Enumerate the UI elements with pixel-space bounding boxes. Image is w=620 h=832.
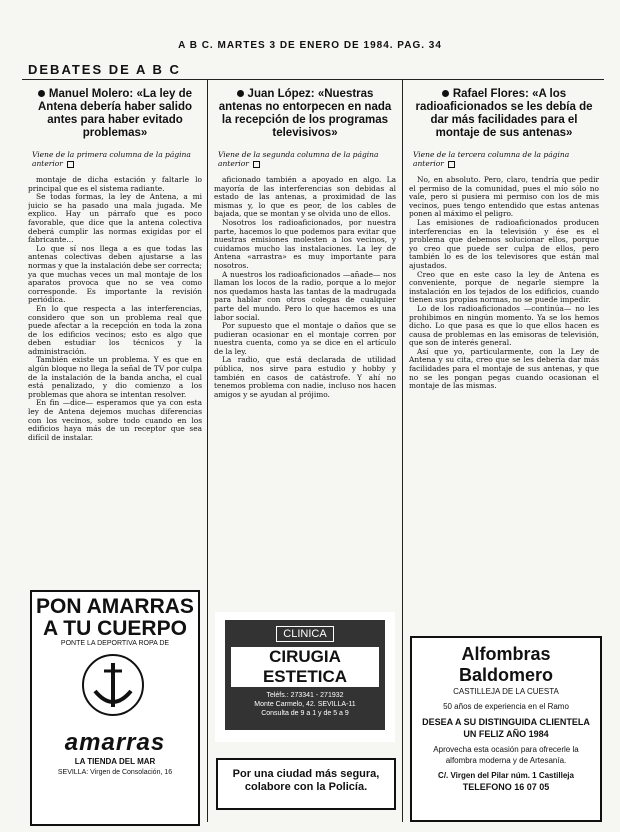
article-caption: Viene de la tercera columna de la página anterior xyxy=(413,150,570,168)
ad-title: PON AMARRAS A TU CUERPO xyxy=(36,595,194,640)
ad-subtitle: PONTE LA DEPORTIVA ROPA DE xyxy=(60,640,170,647)
article-caption: Viene de la primera columna de la página anterior xyxy=(32,150,191,168)
paragraph: montaje de dicha estación y faltarle lo principal que es el sistema radiante. xyxy=(28,175,202,193)
page-header: A B C. MARTES 3 DE ENERO DE 1984. PAG. 34 xyxy=(178,40,442,51)
paragraph: Por supuesto que el montaje o daños que se pudieran ocasionar en el montaje corren por nuestra cuenta, como ya se dice en el artículo de la ley. xyxy=(214,321,396,356)
ad-brand: amarras xyxy=(64,729,166,756)
paragraph: También existe un problema. Y es que en algún bloque no llega la señal de TV por culpa de la instalación de la banda ancha, el cual está penalizado, y dio comienzo a los problemas que ahora se intentan resolver. xyxy=(28,355,202,399)
article-headline: Manuel Molero: «La ley de Antena debería haber salido antes para haber evitado problemas» xyxy=(37,88,193,139)
article-flores xyxy=(409,88,599,623)
article-molero xyxy=(28,88,202,578)
ad-wish: DESEA A SU DISTINGUIDA CLIENTELA UN FELIZ AÑO 1984 xyxy=(422,717,590,739)
article-headline: Rafael Flores: «A los radioaficionados se les debía de dar más facilidades para el montaje de sus antenas» xyxy=(415,88,593,139)
paragraph: Nosotros los radioaficionados, por nuestra parte, hacemos lo que podemos para evitar que nuestras emisiones molesten a los vecinos, y cuidamos mucho las instalaciones. La ley de Antena «arrastra» es muy importante para nosotros. xyxy=(214,217,396,270)
ad-label: CLINICA xyxy=(276,626,333,642)
paragraph: Lo de los radioaficionados —continúa— no les prohibimos en ningún momento. Ya se los hemos dicho. Lo que pasa es que lo que ellos hacen es causa de problemas en las emisoras de televisión, que son de interés general. xyxy=(409,303,599,348)
paragraph: A nuestros los radioaficionados —añade— nos llaman los locos de la radio, porque a lo mejor nos quedamos hasta las tantas de la madrugada para hablar con otros colegas de cualquier parte del mundo. Pero lo que hacemos es una labor social. xyxy=(214,269,396,322)
column-divider-1 xyxy=(207,80,208,822)
article-caption: Viene de la segunda columna de la página anterior xyxy=(218,150,379,168)
ad-tagline: LA TIENDA DEL MAR xyxy=(74,757,156,766)
ad-clinica-box xyxy=(225,620,385,730)
anchor-icon xyxy=(32,647,194,725)
top-rule xyxy=(22,79,604,80)
ad-hours: Consulta de 9 a 1 y de 5 a 9 xyxy=(261,710,349,717)
ad-address: Monte Carmelo, 42. SEVILLA-11 xyxy=(254,701,356,708)
ad-place: CASTILLEJA DE LA CUESTA xyxy=(453,687,559,696)
bullet-icon xyxy=(38,90,45,97)
square-icon xyxy=(448,161,455,168)
ad-years: 50 años de experiencia en el Ramo xyxy=(443,702,569,711)
ad-phone: Teléfs.: 273341 - 271932 xyxy=(266,692,344,699)
bullet-icon xyxy=(237,90,244,97)
paragraph: La radio, que está declarada de utilidad pública, nos sirve para estudio y hobby y también en casos de catástrofe. Y ahí no tenemos problema con nadie, incluso nos hacen amigos y se ayudan al prójimo. xyxy=(214,355,396,399)
ad-policia xyxy=(216,758,396,810)
article-lopez xyxy=(214,88,396,608)
bullet-icon xyxy=(442,90,449,97)
ad-info: Aprovecha esta ocasión para ofrecerle la alfombra moderna y de Artesanía. xyxy=(433,745,579,765)
ad-title: Alfombras Baldomero xyxy=(458,644,554,685)
ad-text: Por una ciudad más segura, colabore con la Policía. xyxy=(232,768,380,793)
paragraph: Así que yo, particularmente, con la Ley de Antena y su cita, creo que se les debería dar más facilidades para el montaje de sus antenas, y que no se les pongan pegas cuando ocasionan el montaje de las mismas. xyxy=(409,346,599,391)
square-icon xyxy=(67,161,74,168)
paragraph: Las emisiones de radioaficionados producen interferencias en la televisión y ése es el problema que debemos solucionar ellos, porque yo creo que puede ser culpa de ellos, pero también lo es de los televisores que están mal ajustados. xyxy=(409,217,599,270)
paragraph: Creo que en este caso la ley de Antena es conveniente, porque de negarle siempre la instalación en los tejados de los edificios, cuando tienen sus propias normas, no se puede impedir. xyxy=(409,269,599,305)
article-headline: Juan López: «Nuestras antenas no entorpecen en nada la recepción de los programas televisivos» xyxy=(218,88,392,139)
paragraph: Lo que sí nos llega a es que todas las antenas colectivas deben ajustarse a las normas y que la instalación debe ser correcta; ya que muchas veces un mal montaje de los aparatos provoca que no se vea como corresponde. Es importante la revisión periódica. xyxy=(28,243,202,305)
paragraph: No, en absoluto. Pero, claro, tendría que pedir el permiso de la comunidad, pues el mío sólo no vale, pero si pusiera mi permiso con los de mis vecinos, pues tengo entendido que estas antenas ponen al máximo el peligro. xyxy=(409,175,599,219)
paragraph: En lo que respecta a las interferencias, considero que son un problema real que puede afectar a la recepción en toda la zona de los edificios vecinos; esto es algo que deben estudiar los técnicos y la administración. xyxy=(28,303,202,356)
paragraph: aficionado también a apoyado en algo. La mayoría de las interferencias son debidas al estado de las antenas, a proximidad de las mismas y, lo que es peor, de los cables de bajada, que se montan y se olvida uno de ellos. xyxy=(214,175,396,219)
square-icon xyxy=(253,161,260,168)
ad-phone: TELEFONO 16 07 05 xyxy=(462,782,550,792)
article-body xyxy=(28,176,202,442)
article-body xyxy=(214,176,396,399)
column-divider-2 xyxy=(402,80,403,822)
ad-clinica xyxy=(215,612,395,742)
paragraph: Se todas formas, la ley de Antena, a mi juicio se ha pasado una mala jugada. Me explico. Hay un párrafo que es poco favorable, que dice que la antena colectiva deberá cumplir las normas exigidas por el fabricante... xyxy=(28,192,202,245)
paragraph: En fin —dice— esperamos que ya con esta ley de Antena dejemos muchas diferencias con los vecinos, sobre todo cuando en los edificios haya más de un receptor que sea difícil de instalar. xyxy=(28,398,202,442)
ad-address: SEVILLA: Virgen de Consolación, 16 xyxy=(57,769,173,776)
article-body xyxy=(409,176,599,391)
section-title: DEBATES DE A B C xyxy=(28,62,181,77)
ad-alfombras xyxy=(410,636,602,822)
ad-address: C/. Virgen del Pilar núm. 1 Castilleja xyxy=(438,771,574,780)
ad-name: CIRUGIA ESTETICA xyxy=(231,647,379,687)
ad-amarras xyxy=(30,590,200,826)
